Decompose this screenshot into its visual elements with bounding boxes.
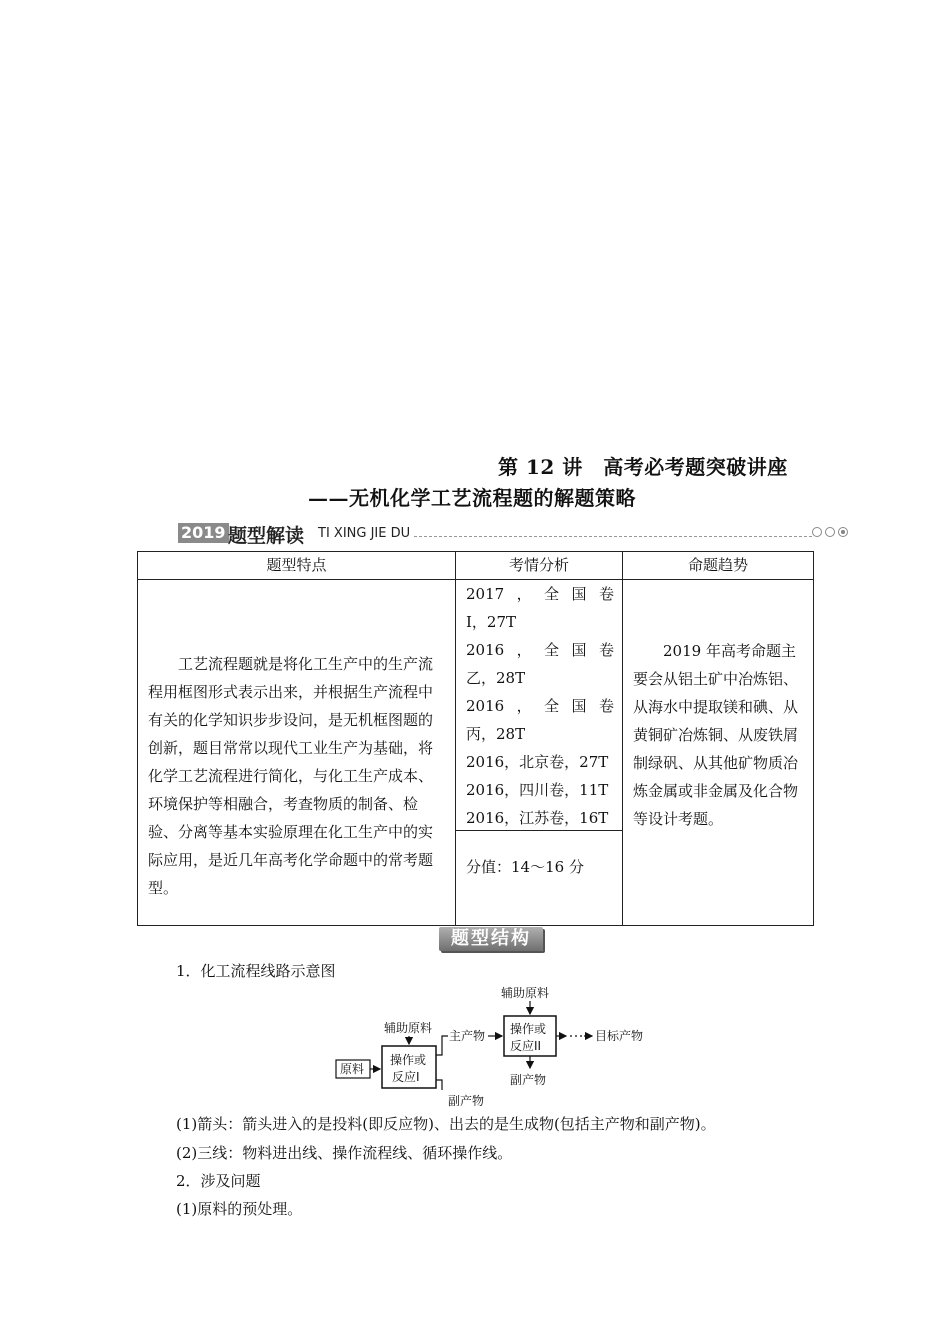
exam-line: 2016 ， 全 国 卷 xyxy=(466,697,614,715)
banner-pinyin: TI XING JIE DU xyxy=(318,526,411,541)
exam-analysis-cell xyxy=(456,580,623,926)
banner-year: 2019 xyxy=(178,523,229,543)
exam-line: 2017 ， 全 国 卷 xyxy=(466,585,614,603)
exam-line: 2016，四川卷，11T xyxy=(466,781,609,799)
analysis-table xyxy=(137,551,814,926)
dot-icon xyxy=(812,527,822,537)
dot-icon xyxy=(825,527,835,537)
banner-label: 题型解读 xyxy=(228,525,305,547)
note-three-lines: (2)三线：物料进出线、操作流程线、循环操作线。 xyxy=(176,1144,513,1162)
operation1-line1: 操作或 xyxy=(390,1053,427,1067)
main-product-label: 主产物 xyxy=(449,1029,486,1043)
point1-title: 1．化工流程线路示意图 xyxy=(176,962,336,980)
exam-line: 2016，北京卷，27T xyxy=(466,753,609,771)
by-product1-label: 副产物 xyxy=(448,1094,485,1108)
dot-icon xyxy=(838,527,848,537)
score-value: 分值：14～16 分 xyxy=(456,830,622,923)
flow-diagram xyxy=(330,980,660,1090)
table-header-row xyxy=(138,552,814,580)
structure-section-tag: 题型结构 xyxy=(439,927,543,951)
exam-line: Ⅰ，27T xyxy=(466,613,517,631)
header-features: 题型特点 xyxy=(138,552,456,580)
operation1-line2: 反应I xyxy=(392,1070,420,1084)
exam-line: 2016 ， 全 国 卷 xyxy=(466,641,614,659)
operation2-line2: 反应II xyxy=(510,1039,542,1053)
table-body-row xyxy=(138,580,814,926)
point2-sub: (1)原料的预处理。 xyxy=(176,1200,303,1218)
exam-line: 2016，江苏卷，16T xyxy=(466,809,609,827)
features-cell: 工艺流程题就是将化工生产中的生产流程用框图形式表示出来，并根据生产流程中有关的化学知识步步设问，是无机框图题的创新，题目常常以现代工业生产为基础，将化学工艺流程进行简化，与化工生产成本、环境保护等相融合，考查物质的制备、检验、分离等基本实验原理在化工生产中的实际应用，是近几年高考化学命题中的常考题型。 xyxy=(138,580,456,926)
header-trend: 命题趋势 xyxy=(623,552,814,580)
section-banner xyxy=(178,520,850,546)
main-product-line xyxy=(436,1036,448,1055)
banner-divider xyxy=(414,536,812,537)
banner-dots-icon xyxy=(812,527,848,537)
trend-cell: 2019 年高考命题主要会从铝土矿中冶炼铝、从海水中提取镁和碘、从黄铜矿冶炼铜、从废铁屑制绿矾、从其他矿物质冶炼金属或非金属及化合物等设计考题。 xyxy=(623,580,814,926)
aux-material2-label: 辅助原料 xyxy=(501,986,550,1000)
point2-title: 2．涉及问题 xyxy=(176,1172,261,1190)
note-arrows: (1)箭头：箭头进入的是投料(即反应物)、出去的是生成物(包括主产物和副产物)。 xyxy=(176,1115,716,1133)
lecture-subtitle: ——无机化学工艺流程题的解题策略 xyxy=(308,486,636,510)
lecture-title: 第 12 讲 高考必考题突破讲座 xyxy=(498,455,788,479)
header-exam-analysis: 考情分析 xyxy=(456,552,623,580)
aux-material1-label: 辅助原料 xyxy=(384,1021,433,1035)
operation2-line1: 操作或 xyxy=(510,1022,547,1036)
target-product-label: 目标产物 xyxy=(595,1029,644,1043)
by-product1-line xyxy=(436,1080,442,1090)
exam-list xyxy=(456,580,622,830)
exam-line: 乙，28T xyxy=(466,669,526,687)
raw-material-label: 原料 xyxy=(340,1062,365,1076)
by-product2-label: 副产物 xyxy=(510,1073,547,1087)
exam-line: 丙，28T xyxy=(466,725,526,743)
